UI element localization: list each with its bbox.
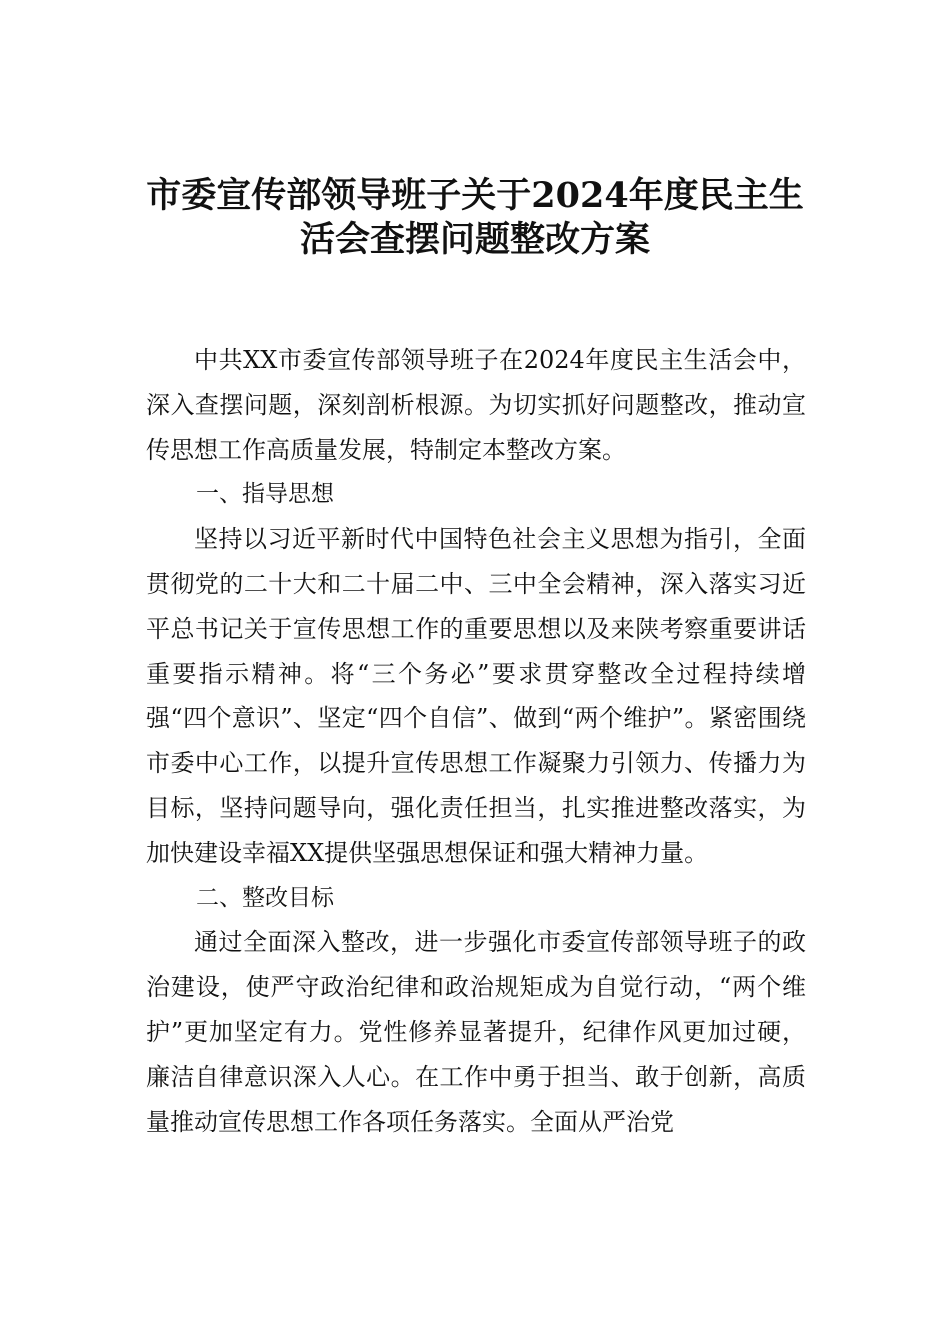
- section-body-guiding-ideology: 坚持以习近平新时代中国特色社会主义思想为指引，全面贯彻党的二十大和二十届二中、三中全会精神，深入落实习近平总书记关于宣传思想工作的重要思想以及来陕考察重要讲话重要指示精神。将“三个务必”要求贯穿整改全过程持续增强“四个意识”、坚定“四个自信”、做到“两个维护”。紧密围绕市委中心工作，以提升宣传思想工作凝聚力引领力、传播力为目标，坚持问题导向，强化责任担当，扎实推进整改落实，为加快建设幸福XX提供坚强思想保证和强大精神力量。: [146, 525, 806, 867]
- section-heading-rectification-goals: 二、整改目标: [196, 884, 334, 911]
- document-title-line-2: 活会查摆问题整改方案: [299, 219, 650, 260]
- section-heading-guiding-ideology: 一、指导思想: [196, 481, 334, 508]
- document-title-line-1: 市委宣传部领导班子关于2024年度民主生: [146, 175, 804, 216]
- section-body-rectification-goals: 通过全面深入整改，进一步强化市委宣传部领导班子的政治建设，使严守政治纪律和政治规矩成为自觉行动，“两个维护”更加坚定有力。党性修养显著提升，纪律作风更加过硬，廉洁自律意识深入人心。在工作中勇于担当、敢于创新，高质量推动宣传思想工作各项任务落实。全面从严治党: [146, 928, 806, 1136]
- intro-paragraph: 中共XX市委宣传部领导班子在2024年度民主生活会中，深入查摆问题，深刻剖析根源。为切实抓好问题整改，推动宣传思想工作高质量发展，特制定本整改方案。: [146, 346, 806, 464]
- document-body: [146, 338, 806, 1144]
